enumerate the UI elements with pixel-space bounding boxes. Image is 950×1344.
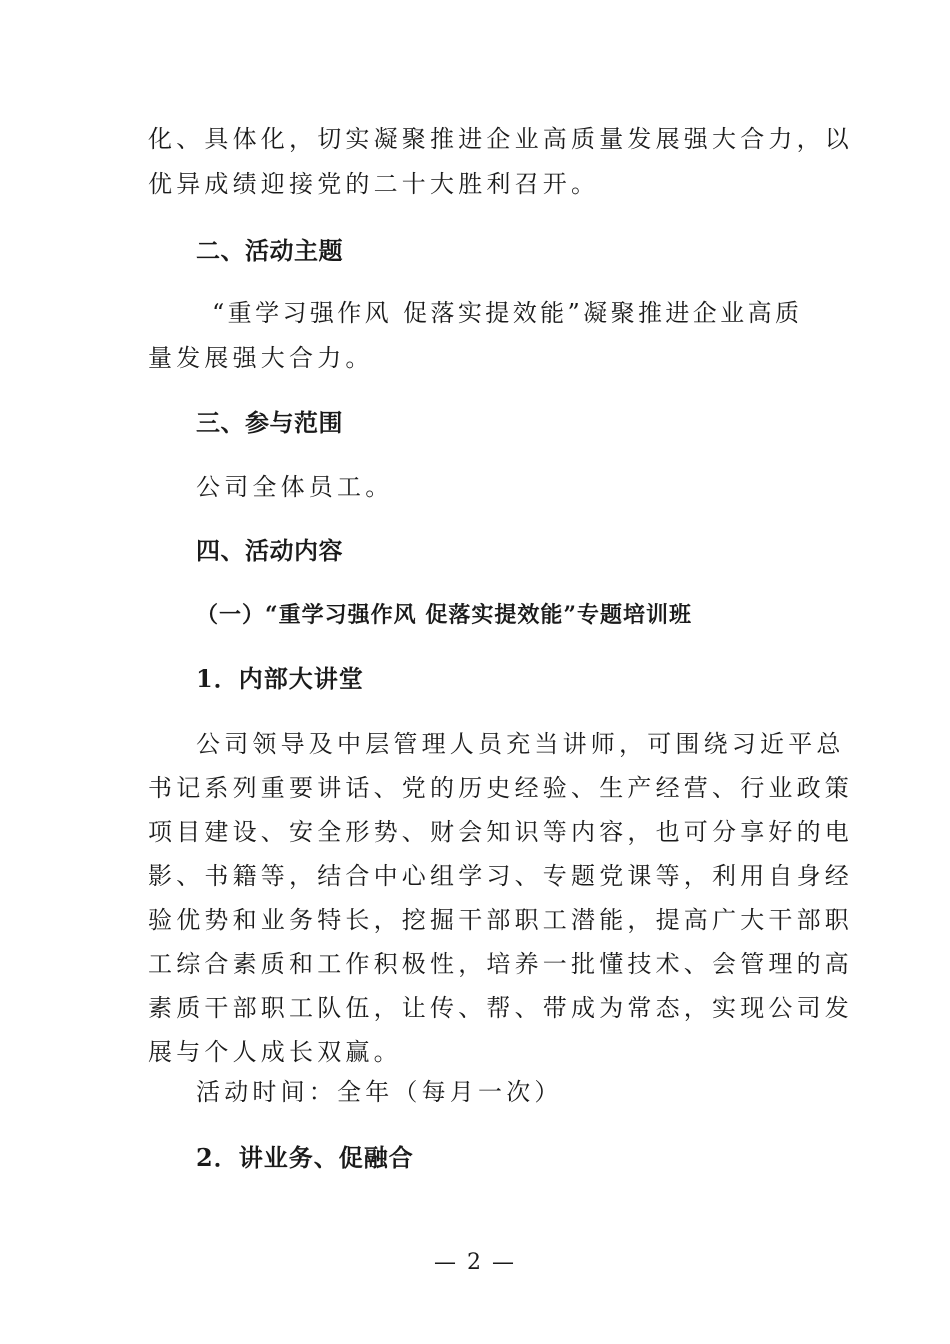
item-title-lecture: 1．内部大讲堂 bbox=[196, 664, 364, 693]
item-title-business: 2．讲业务、促融合 bbox=[196, 1143, 414, 1172]
section-heading-content: 四、活动内容 bbox=[196, 537, 343, 565]
scope-text: 公司全体员工。 bbox=[196, 473, 394, 501]
page-number: — 2 — bbox=[434, 1250, 516, 1275]
lecture-paragraph-line: 项目建设、安全形势、财会知识等内容，也可分享好的电 bbox=[148, 818, 853, 846]
section-heading-scope: 三、参与范围 bbox=[196, 409, 343, 437]
lecture-paragraph-line: 公司领导及中层管理人员充当讲师，可围绕习近平总 bbox=[196, 730, 845, 758]
lecture-paragraph-line: 验优势和业务特长，挖掘干部职工潜能，提高广大干部职 bbox=[148, 906, 853, 934]
intro-line-2: 优异成绩迎接党的二十大胜利召开。 bbox=[148, 170, 600, 198]
subsection-heading-training: （一）“重学习强作风 促落实提效能”专题培训班 bbox=[196, 602, 692, 628]
lecture-paragraph-line: 素质干部职工队伍，让传、帮、带成为常态，实现公司发 bbox=[148, 994, 853, 1022]
lecture-paragraph-line: 影、书籍等，结合中心组学习、专题党课等，利用自身经 bbox=[148, 862, 853, 890]
theme-line-2: 量发展强大合力。 bbox=[148, 344, 374, 372]
activity-time: 活动时间：全年（每月一次） bbox=[196, 1078, 563, 1106]
lecture-paragraph-line: 工综合素质和工作积极性，培养一批懂技术、会管理的高 bbox=[148, 950, 853, 978]
lecture-paragraph-line: 展与个人成长双赢。 bbox=[148, 1038, 402, 1066]
intro-line-1: 化、具体化，切实凝聚推进企业高质量发展强大合力，以 bbox=[148, 125, 853, 153]
theme-line-1: “重学习强作风 促落实提效能”凝聚推进企业高质 bbox=[212, 299, 803, 327]
section-heading-theme: 二、活动主题 bbox=[196, 237, 343, 265]
lecture-paragraph-line: 书记系列重要讲话、党的历史经验、生产经营、行业政策 bbox=[148, 774, 853, 802]
